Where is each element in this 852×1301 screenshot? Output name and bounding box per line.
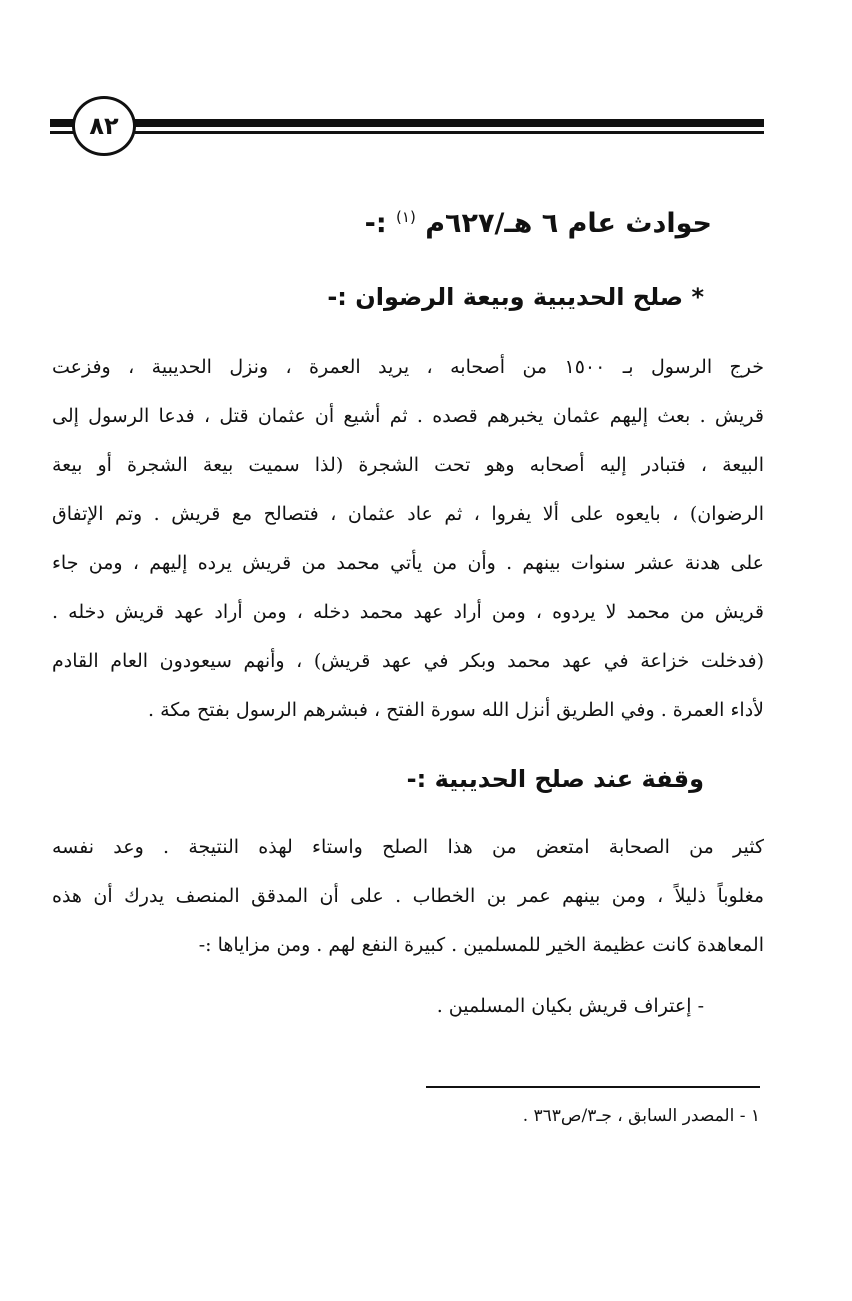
paragraph-line: قريش من محمد لا يردوه ، ومن أراد عهد محمد دخله ، ومن أراد عهد قريش دخله . (52, 601, 764, 623)
section-heading-reflection: وقفة عند صلح الحديبية :- (406, 765, 704, 793)
paragraph-line: على هدنة عشر سنوات بينهم . وأن من يأتي محمد من قريش يرده إليهم ، ومن جاء (52, 552, 764, 574)
footnote: ١ - المصدر السابق ، جـ٣/ص٣٦٣ . (522, 1106, 760, 1126)
title-suffix: :- (364, 208, 387, 239)
section-paragraph-hudaybiyyah (52, 343, 764, 735)
paragraph-line: كثير من الصحابة امتعض من هذا الصلح واستاء لهذه النتيجة . وعد نفسه (52, 836, 764, 858)
page-number: ٨٢ (72, 96, 136, 156)
section-heading-hudaybiyyah: * صلح الحديبية وبيعة الرضوان :- (327, 283, 704, 311)
section-paragraph-reflection (52, 823, 764, 970)
title-footnote-ref: (١) (396, 208, 416, 226)
paragraph-line: (فدخلت خزاعة في عهد محمد وبكر في عهد قريش) ، وأنهم سيعودون العام القادم (52, 650, 764, 672)
paragraph-line: لأداء العمرة . وفي الطريق أنزل الله سورة الفتح ، فبشرهم الرسول بفتح مكة . (148, 699, 764, 721)
paragraph-line: قريش . بعث إليهم عثمان يخبرهم قصده . ثم أشيع أن عثمان قتل ، فدعا الرسول إلى (52, 405, 764, 427)
header-rule-thick (135, 119, 764, 127)
header-rule-thin (135, 131, 764, 134)
footnote-divider (426, 1086, 760, 1088)
paragraph-line: مغلوباً ذليلاً ، ومن بينهم عمر بن الخطاب . على أن المدقق المنصف يدرك أن هذه (52, 885, 764, 907)
paragraph-line: البيعة ، فتبادر إليه أصحابه وهو تحت الشجرة (لذا سميت بيعة الشجرة أو بيعة (52, 454, 764, 476)
bullet-item: - إعتراف قريش بكيان المسلمين . (436, 995, 704, 1017)
paragraph-line: المعاهدة كانت عظيمة الخير للمسلمين . كبيرة النفع لهم . ومن مزاياها :- (198, 934, 764, 956)
paragraph-line: خرج الرسول بـ ١٥٠٠ من أصحابه ، يريد العمرة ، ونزل الحديبية ، وفزعت (52, 356, 764, 378)
paragraph-line: الرضوان) ، بايعوه على ألا يفروا ، ثم عاد عثمان ، فتصالح مع قريش . وتم الإتفاق (52, 503, 764, 525)
page-title (365, 208, 712, 239)
title-text: حوادث عام ٦ هـ/٦٢٧م (425, 208, 712, 239)
